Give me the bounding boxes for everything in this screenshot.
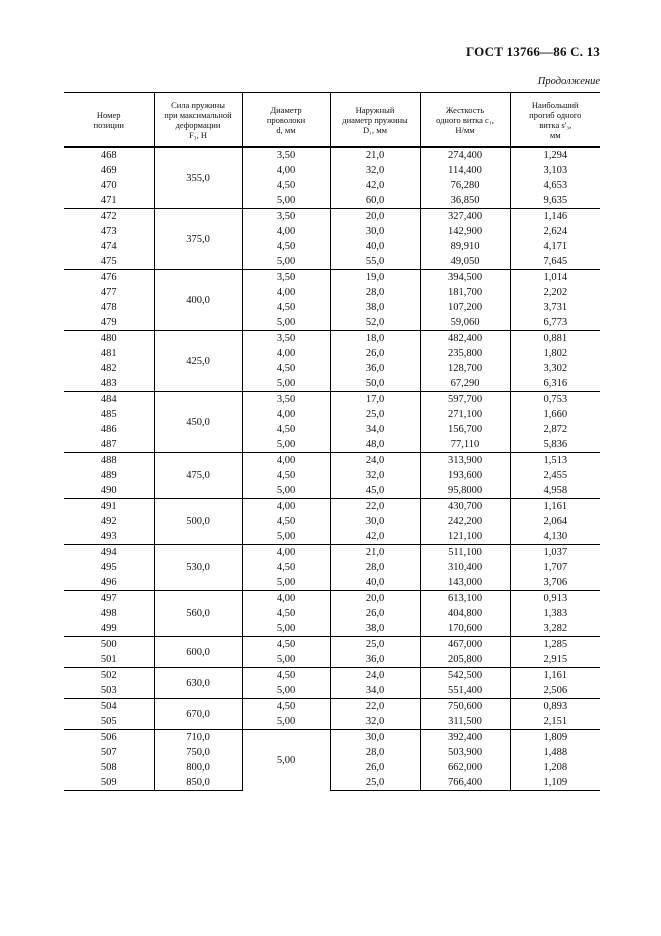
table-row	[64, 483, 600, 499]
outer-diameter-cell: 38,0	[330, 300, 420, 315]
position-cell: 505	[100, 716, 117, 727]
stiffness-cell: 143,000	[420, 575, 510, 591]
outer-diameter-cell: 34,0	[330, 422, 420, 437]
table-row	[64, 699, 600, 715]
stiffness-cell: 310,400	[420, 560, 510, 575]
position-cell: 497	[64, 591, 154, 607]
column-header-line: прогиб одного	[529, 109, 582, 120]
outer-diameter-cell: 20,0	[330, 209, 420, 225]
wire-diameter-cell: 5,00	[242, 193, 330, 209]
position-cell: 495	[100, 562, 117, 573]
page-header: ГОСТ 13766—86 С. 13	[466, 44, 600, 59]
spring-table	[64, 92, 600, 791]
deflection-cell: 3,706	[510, 575, 600, 591]
wire-diameter-cell: 5,00	[242, 575, 330, 591]
table-row	[64, 499, 600, 515]
stiffness-cell: 205,800	[420, 652, 510, 668]
table-row	[64, 745, 600, 760]
outer-diameter-cell: 55,0	[330, 254, 420, 270]
column-header-line: диаметр пружины	[342, 114, 408, 125]
deflection-cell: 1,294	[510, 147, 600, 163]
outer-diameter-cell: 25,0	[330, 407, 420, 422]
wire-diameter-cell: 5,00	[242, 714, 330, 730]
wire-diameter-cell: 4,00	[242, 591, 330, 607]
deflection-cell: 2,506	[510, 683, 600, 699]
column-header-line: проволоки	[266, 114, 306, 125]
position-cell: 488	[64, 453, 154, 469]
table-row	[64, 621, 600, 637]
deflection-cell: 1,809	[510, 730, 600, 746]
deflection-cell: 2,915	[510, 652, 600, 668]
deflection-cell: 3,103	[510, 163, 600, 178]
deflection-cell: 1,208	[510, 760, 600, 775]
force-cell: 450,0	[154, 392, 242, 453]
position-cell: 501	[100, 654, 117, 665]
wire-diameter-cell: 4,00	[242, 346, 330, 361]
deflection-cell: 1,037	[510, 545, 600, 561]
position-cell: 475	[100, 256, 117, 267]
outer-diameter-cell: 36,0	[330, 652, 420, 668]
column-header-line: Номер	[96, 109, 121, 120]
position-cell: 490	[100, 485, 117, 496]
column-header	[154, 93, 242, 148]
outer-diameter-cell: 36,0	[330, 361, 420, 376]
deflection-cell: 6,773	[510, 315, 600, 331]
outer-diameter-cell: 42,0	[330, 178, 420, 193]
stiffness-cell: 394,500	[420, 270, 510, 286]
table-row	[64, 637, 600, 653]
deflection-cell: 2,624	[510, 224, 600, 239]
wire-diameter-cell: 5,00	[242, 437, 330, 453]
wire-diameter-cell: 4,50	[242, 239, 330, 254]
table-row	[64, 254, 600, 270]
outer-diameter-cell: 40,0	[330, 575, 420, 591]
deflection-cell: 3,282	[510, 621, 600, 637]
force-cell: 670,0	[154, 699, 242, 730]
table-row	[64, 392, 600, 408]
stiffness-cell: 597,700	[420, 392, 510, 408]
table-row	[64, 468, 600, 483]
position-cell: 496	[100, 577, 117, 588]
wire-diameter-cell: 4,50	[242, 178, 330, 193]
column-header-line: одного витка c₁,	[436, 114, 494, 125]
header-row	[64, 93, 600, 148]
wire-diameter-cell: 3,50	[242, 209, 330, 225]
deflection-cell: 4,130	[510, 529, 600, 545]
table-row	[64, 346, 600, 361]
table-row	[64, 575, 600, 591]
stiffness-cell: 766,400	[420, 775, 510, 791]
force-cell: 710,0	[154, 730, 242, 746]
position-cell: 474	[100, 241, 117, 252]
table-row	[64, 331, 600, 347]
wire-diameter-cell: 4,00	[242, 499, 330, 515]
stiffness-cell: 156,700	[420, 422, 510, 437]
deflection-cell: 0,913	[510, 591, 600, 607]
position-cell: 493	[100, 531, 117, 542]
position-cell: 502	[64, 668, 154, 684]
position-cell: 469	[100, 165, 117, 176]
position-cell: 494	[64, 545, 154, 561]
outer-diameter-cell: 28,0	[330, 285, 420, 300]
wire-diameter-cell: 5,00	[242, 652, 330, 668]
deflection-cell: 2,872	[510, 422, 600, 437]
deflection-cell: 1,660	[510, 407, 600, 422]
table-row	[64, 285, 600, 300]
stiffness-cell: 114,400	[420, 163, 510, 178]
column-header-line: Н/мм	[455, 124, 475, 135]
table-row	[64, 529, 600, 545]
outer-diameter-cell: 32,0	[330, 468, 420, 483]
stiffness-cell: 503,900	[420, 745, 510, 760]
table-row	[64, 224, 600, 239]
deflection-cell: 2,455	[510, 468, 600, 483]
column-header-line: Наибольший	[531, 99, 579, 110]
deflection-cell: 0,881	[510, 331, 600, 347]
wire-diameter-cell: 4,50	[242, 606, 330, 621]
stiffness-cell: 274,400	[420, 147, 510, 163]
stiffness-cell: 170,600	[420, 621, 510, 637]
position-cell: 482	[100, 363, 117, 374]
table-row	[64, 270, 600, 286]
stiffness-cell: 76,280	[420, 178, 510, 193]
position-cell: 486	[100, 424, 117, 435]
column-header-line: деформации	[175, 119, 221, 130]
column-header-line: Диаметр	[270, 104, 302, 115]
force-cell: 425,0	[154, 331, 242, 392]
force-cell: 355,0	[154, 147, 242, 209]
table-row	[64, 193, 600, 209]
column-header-line: d, мм	[276, 124, 296, 135]
position-cell: 507	[100, 747, 117, 758]
force-cell: 560,0	[154, 591, 242, 637]
table-row	[64, 147, 600, 163]
outer-diameter-cell: 52,0	[330, 315, 420, 331]
deflection-cell: 1,146	[510, 209, 600, 225]
table-row	[64, 209, 600, 225]
outer-diameter-cell: 30,0	[330, 224, 420, 239]
outer-diameter-cell: 48,0	[330, 437, 420, 453]
deflection-cell: 1,109	[510, 775, 600, 791]
table-row	[64, 606, 600, 621]
position-cell: 503	[100, 685, 117, 696]
stiffness-cell: 49,050	[420, 254, 510, 270]
position-cell: 477	[100, 287, 117, 298]
outer-diameter-cell: 28,0	[330, 560, 420, 575]
position-cell: 473	[100, 226, 117, 237]
outer-diameter-cell: 42,0	[330, 529, 420, 545]
outer-diameter-cell: 22,0	[330, 699, 420, 715]
wire-diameter-cell: 4,50	[242, 637, 330, 653]
column-header	[330, 93, 420, 148]
outer-diameter-cell: 17,0	[330, 392, 420, 408]
table-row	[64, 163, 600, 178]
wire-diameter-cell: 4,50	[242, 668, 330, 684]
wire-diameter-cell: 5,00	[242, 254, 330, 270]
stiffness-cell: 313,900	[420, 453, 510, 469]
position-cell: 484	[64, 392, 154, 408]
outer-diameter-cell: 21,0	[330, 545, 420, 561]
stiffness-cell: 193,600	[420, 468, 510, 483]
wire-diameter-cell: 3,50	[242, 270, 330, 286]
column-header	[420, 93, 510, 148]
deflection-cell: 4,171	[510, 239, 600, 254]
table-row	[64, 714, 600, 730]
outer-diameter-cell: 28,0	[330, 745, 420, 760]
table-row	[64, 668, 600, 684]
table-body	[64, 147, 600, 791]
deflection-cell: 1,707	[510, 560, 600, 575]
position-cell: 492	[100, 516, 117, 527]
column-header-line: Наружный	[355, 104, 395, 115]
position-cell: 479	[100, 317, 117, 328]
stiffness-cell: 613,100	[420, 591, 510, 607]
outer-diameter-cell: 24,0	[330, 453, 420, 469]
table-row	[64, 178, 600, 193]
position-cell: 480	[64, 331, 154, 347]
continuation-label: Продолжение	[537, 76, 600, 87]
wire-diameter-cell: 5,00	[242, 730, 330, 791]
wire-diameter-cell: 5,00	[242, 683, 330, 699]
force-cell: 530,0	[154, 545, 242, 591]
deflection-cell: 9,635	[510, 193, 600, 209]
outer-diameter-cell: 32,0	[330, 163, 420, 178]
stiffness-cell: 128,700	[420, 361, 510, 376]
table-row	[64, 683, 600, 699]
stiffness-cell: 511,100	[420, 545, 510, 561]
outer-diameter-cell: 45,0	[330, 483, 420, 499]
deflection-cell: 3,302	[510, 361, 600, 376]
stiffness-cell: 430,700	[420, 499, 510, 515]
deflection-cell: 1,161	[510, 499, 600, 515]
table-row	[64, 730, 600, 746]
position-cell: 499	[100, 623, 117, 634]
wire-diameter-cell: 4,00	[242, 545, 330, 561]
position-cell: 500	[64, 637, 154, 653]
stiffness-cell: 77,110	[420, 437, 510, 453]
position-cell: 478	[100, 302, 117, 313]
column-header-line: мм	[549, 129, 561, 140]
wire-diameter-cell: 4,00	[242, 285, 330, 300]
outer-diameter-cell: 30,0	[330, 514, 420, 529]
outer-diameter-cell: 25,0	[330, 637, 420, 653]
column-header-line: при максимальной	[164, 109, 232, 120]
deflection-cell: 4,653	[510, 178, 600, 193]
stiffness-cell: 107,200	[420, 300, 510, 315]
deflection-cell: 4,958	[510, 483, 600, 499]
table-row	[64, 300, 600, 315]
position-cell: 498	[100, 608, 117, 619]
outer-diameter-cell: 40,0	[330, 239, 420, 254]
column-header	[64, 93, 154, 148]
deflection-cell: 5,836	[510, 437, 600, 453]
outer-diameter-cell: 22,0	[330, 499, 420, 515]
wire-diameter-cell: 3,50	[242, 392, 330, 408]
table-row	[64, 591, 600, 607]
deflection-cell: 1,383	[510, 606, 600, 621]
deflection-cell: 2,202	[510, 285, 600, 300]
wire-diameter-cell: 5,00	[242, 315, 330, 331]
force-cell: 800,0	[154, 760, 242, 775]
wire-diameter-cell: 4,50	[242, 422, 330, 437]
force-cell: 400,0	[154, 270, 242, 331]
wire-diameter-cell: 3,50	[242, 331, 330, 347]
outer-diameter-cell: 30,0	[330, 730, 420, 746]
outer-diameter-cell: 26,0	[330, 346, 420, 361]
column-header-line: Сила пружины	[171, 99, 225, 110]
table-row	[64, 437, 600, 453]
stiffness-cell: 750,600	[420, 699, 510, 715]
deflection-cell: 7,645	[510, 254, 600, 270]
position-cell: 506	[64, 730, 154, 746]
position-cell: 487	[100, 439, 117, 450]
stiffness-cell: 404,800	[420, 606, 510, 621]
outer-diameter-cell: 38,0	[330, 621, 420, 637]
table-row	[64, 315, 600, 331]
deflection-cell: 3,731	[510, 300, 600, 315]
deflection-cell: 1,802	[510, 346, 600, 361]
deflection-cell: 1,014	[510, 270, 600, 286]
outer-diameter-cell: 24,0	[330, 668, 420, 684]
stiffness-cell: 271,100	[420, 407, 510, 422]
outer-diameter-cell: 32,0	[330, 714, 420, 730]
table-row	[64, 422, 600, 437]
position-cell: 508	[100, 762, 117, 773]
deflection-cell: 2,064	[510, 514, 600, 529]
deflection-cell: 1,488	[510, 745, 600, 760]
wire-diameter-cell: 4,00	[242, 453, 330, 469]
table-row	[64, 560, 600, 575]
outer-diameter-cell: 21,0	[330, 147, 420, 163]
outer-diameter-cell: 34,0	[330, 683, 420, 699]
stiffness-cell: 482,400	[420, 331, 510, 347]
outer-diameter-cell: 50,0	[330, 376, 420, 392]
table-row	[64, 652, 600, 668]
stiffness-cell: 36,850	[420, 193, 510, 209]
stiffness-cell: 95,8000	[420, 483, 510, 499]
position-cell: 471	[100, 195, 117, 206]
stiffness-cell: 662,000	[420, 760, 510, 775]
stiffness-cell: 551,400	[420, 683, 510, 699]
wire-diameter-cell: 4,50	[242, 699, 330, 715]
stiffness-cell: 467,000	[420, 637, 510, 653]
table-row	[64, 760, 600, 775]
column-header-line: позиции	[93, 119, 124, 130]
force-cell: 750,0	[154, 745, 242, 760]
deflection-cell: 1,285	[510, 637, 600, 653]
stiffness-cell: 392,400	[420, 730, 510, 746]
wire-diameter-cell: 4,00	[242, 163, 330, 178]
outer-diameter-cell: 25,0	[330, 775, 420, 791]
force-cell: 630,0	[154, 668, 242, 699]
position-cell: 470	[100, 180, 117, 191]
force-cell: 850,0	[154, 775, 242, 791]
position-cell: 468	[64, 147, 154, 163]
stiffness-cell: 67,290	[420, 376, 510, 392]
wire-diameter-cell: 5,00	[242, 376, 330, 392]
deflection-cell: 0,893	[510, 699, 600, 715]
outer-diameter-cell: 18,0	[330, 331, 420, 347]
table-row	[64, 407, 600, 422]
deflection-cell: 1,161	[510, 668, 600, 684]
wire-diameter-cell: 4,50	[242, 514, 330, 529]
position-cell: 504	[64, 699, 154, 715]
position-cell: 485	[100, 409, 117, 420]
outer-diameter-cell: 26,0	[330, 606, 420, 621]
table-row	[64, 361, 600, 376]
column-header-line: Жесткость	[445, 104, 485, 115]
position-cell: 472	[64, 209, 154, 225]
table-row	[64, 376, 600, 392]
stiffness-cell: 235,800	[420, 346, 510, 361]
column-header	[510, 93, 600, 148]
deflection-cell: 0,753	[510, 392, 600, 408]
outer-diameter-cell: 60,0	[330, 193, 420, 209]
force-cell: 600,0	[154, 637, 242, 668]
table-row	[64, 239, 600, 254]
position-cell: 491	[64, 499, 154, 515]
stiffness-cell: 327,400	[420, 209, 510, 225]
wire-diameter-cell: 5,00	[242, 529, 330, 545]
outer-diameter-cell: 19,0	[330, 270, 420, 286]
wire-diameter-cell: 4,50	[242, 560, 330, 575]
column-header-line: F₃, Н	[188, 129, 208, 140]
position-cell: 509	[64, 775, 154, 791]
force-cell: 475,0	[154, 453, 242, 499]
stiffness-cell: 181,700	[420, 285, 510, 300]
position-cell: 481	[100, 348, 117, 359]
stiffness-cell: 142,900	[420, 224, 510, 239]
outer-diameter-cell: 26,0	[330, 760, 420, 775]
deflection-cell: 6,316	[510, 376, 600, 392]
stiffness-cell: 59,060	[420, 315, 510, 331]
force-cell: 500,0	[154, 499, 242, 545]
wire-diameter-cell: 5,00	[242, 483, 330, 499]
wire-diameter-cell: 4,50	[242, 300, 330, 315]
position-cell: 483	[100, 378, 117, 389]
column-header-line: D₁, мм	[362, 124, 388, 135]
wire-diameter-cell: 4,00	[242, 224, 330, 239]
column-header	[242, 93, 330, 148]
stiffness-cell: 121,100	[420, 529, 510, 545]
wire-diameter-cell: 4,50	[242, 468, 330, 483]
stiffness-cell: 311,500	[420, 714, 510, 730]
table-row	[64, 775, 600, 791]
stiffness-cell: 542,500	[420, 668, 510, 684]
position-cell: 489	[100, 470, 117, 481]
wire-diameter-cell: 4,00	[242, 407, 330, 422]
wire-diameter-cell: 5,00	[242, 621, 330, 637]
wire-diameter-cell: 4,50	[242, 361, 330, 376]
stiffness-cell: 89,910	[420, 239, 510, 254]
table-row	[64, 453, 600, 469]
outer-diameter-cell: 20,0	[330, 591, 420, 607]
position-cell: 476	[64, 270, 154, 286]
force-cell: 375,0	[154, 209, 242, 270]
column-header-line: витка s'₃,	[539, 119, 572, 130]
table-row	[64, 514, 600, 529]
table-row	[64, 545, 600, 561]
deflection-cell: 2,151	[510, 714, 600, 730]
stiffness-cell: 242,200	[420, 514, 510, 529]
wire-diameter-cell: 3,50	[242, 147, 330, 163]
deflection-cell: 1,513	[510, 453, 600, 469]
